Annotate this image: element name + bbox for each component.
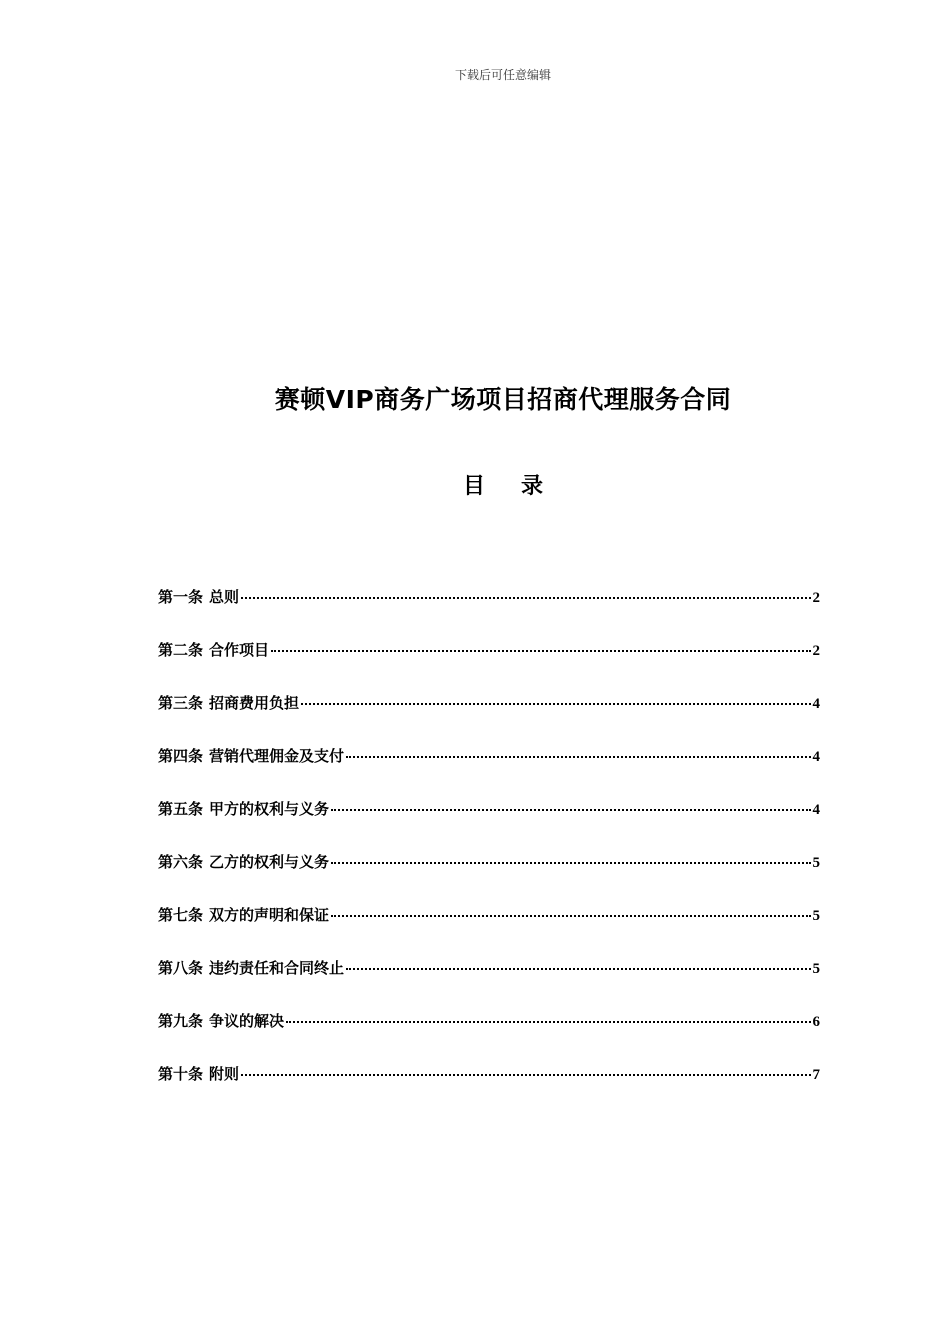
toc-entry-label — [158, 1063, 239, 1084]
toc-entry-number: 第一条 — [158, 588, 204, 606]
toc-entry-page: 6 — [812, 1014, 820, 1030]
toc-dot-leader — [346, 756, 810, 758]
toc-entry-number: 第十条 — [158, 1065, 204, 1083]
toc-entry-10[interactable] — [158, 1063, 820, 1116]
toc-heading-char-1: 目 — [462, 474, 485, 499]
document-title: 赛顿VIP商务广场项目招商代理服务合同 — [274, 385, 732, 414]
toc-entry-number: 第七条 — [158, 906, 204, 924]
toc-entry-label — [158, 851, 329, 872]
toc-entry-title: 总则 — [209, 588, 240, 606]
toc-entry-5[interactable] — [158, 798, 820, 851]
toc-entry-title: 乙方的权利与义务 — [209, 853, 330, 871]
toc-entry-title: 招商费用负担 — [209, 694, 300, 712]
toc-entry-number: 第四条 — [158, 747, 204, 765]
toc-entry-number: 第九条 — [158, 1012, 204, 1030]
toc-entry-title: 附则 — [209, 1065, 240, 1083]
toc-entry-number: 第五条 — [158, 800, 204, 818]
toc-entry-label — [158, 798, 329, 819]
toc-entry-page: 7 — [812, 1067, 820, 1083]
toc-entry-8[interactable] — [158, 957, 820, 1010]
toc-entry-page: 2 — [812, 643, 820, 659]
toc-entry-number: 第三条 — [158, 694, 204, 712]
toc-entry-label — [158, 692, 299, 713]
toc-entry-title: 争议的解决 — [209, 1012, 285, 1030]
toc-entry-number: 第六条 — [158, 853, 204, 871]
toc-entry-3[interactable] — [158, 692, 820, 745]
toc-heading-char-2: 录 — [521, 474, 544, 499]
toc-entry-page: 5 — [812, 855, 820, 871]
toc-dot-leader — [241, 1074, 810, 1076]
toc-dot-leader — [331, 862, 810, 864]
toc-dot-leader — [301, 703, 810, 705]
toc-entry-page: 4 — [812, 696, 820, 712]
toc-entry-title: 双方的声明和保证 — [209, 906, 330, 924]
toc-entry-6[interactable] — [158, 851, 820, 904]
toc-dot-leader — [331, 809, 810, 811]
toc-entry-7[interactable] — [158, 904, 820, 957]
toc-entry-1[interactable] — [158, 586, 820, 639]
toc-dot-leader — [346, 968, 810, 970]
toc-entry-page: 5 — [812, 961, 820, 977]
toc-entry-page: 5 — [812, 908, 820, 924]
toc-entry-title: 违约责任和合同终止 — [209, 959, 345, 977]
toc-entry-page: 4 — [812, 802, 820, 818]
header-note: 下载后可任意编辑 — [454, 68, 551, 82]
toc-entry-number: 第二条 — [158, 641, 204, 659]
toc-entry-number: 第八条 — [158, 959, 204, 977]
toc-dot-leader — [286, 1021, 810, 1023]
toc-entry-2[interactable] — [158, 639, 820, 692]
toc-entry-label — [158, 639, 269, 660]
toc-entry-page: 4 — [812, 749, 820, 765]
toc-heading — [0, 469, 950, 500]
toc-entry-9[interactable] — [158, 1010, 820, 1063]
table-of-contents — [158, 586, 820, 1116]
toc-dot-leader — [271, 650, 810, 652]
toc-entry-4[interactable] — [158, 745, 820, 798]
toc-entry-title: 甲方的权利与义务 — [209, 800, 330, 818]
toc-entry-label — [158, 586, 239, 607]
toc-entry-label — [158, 904, 329, 925]
toc-entry-label — [158, 957, 344, 978]
toc-entry-page: 2 — [812, 590, 820, 606]
toc-dot-leader — [331, 915, 810, 917]
toc-dot-leader — [241, 597, 810, 599]
toc-entry-label — [158, 1010, 284, 1031]
toc-entry-title: 营销代理佣金及支付 — [209, 747, 345, 765]
toc-entry-label — [158, 745, 344, 766]
toc-entry-title: 合作项目 — [209, 641, 270, 659]
